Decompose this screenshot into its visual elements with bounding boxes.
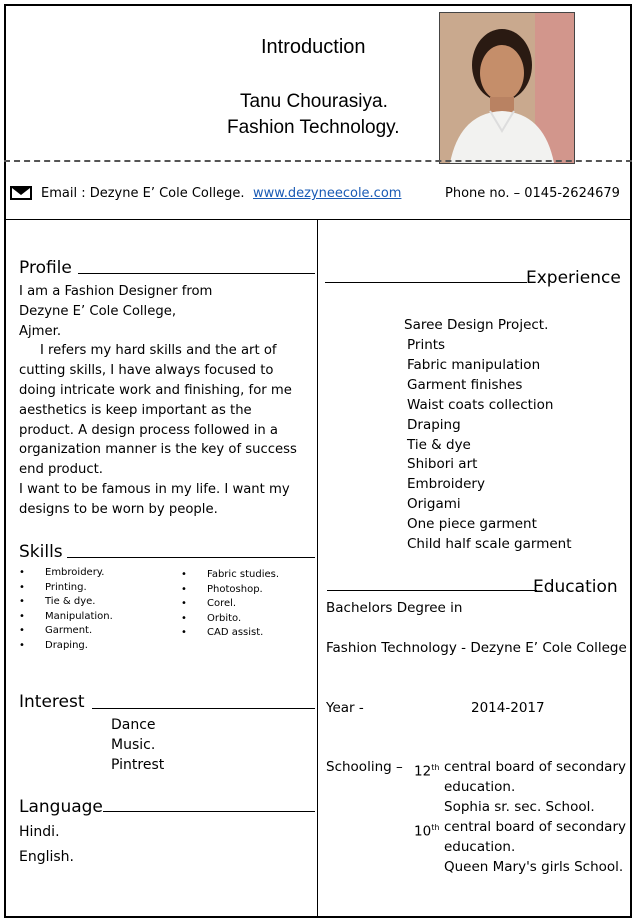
experience-item: Shibori art	[407, 456, 478, 473]
degree-line-2: Fashion Technology - Dezyne E’ Cole College	[326, 640, 627, 656]
grade-10	[414, 818, 439, 842]
phone-number: Phone no. – 0145-2624679	[445, 186, 620, 201]
intro-title: Introduction	[261, 36, 366, 58]
year-value: 2014-2017	[471, 700, 545, 716]
skill-item: • Manipulation.	[19, 610, 113, 625]
experience-item: Prints	[407, 337, 446, 353]
skill-item: • Corel.	[181, 597, 279, 612]
mail-icon	[10, 186, 32, 200]
skill-item: • Orbito.	[181, 612, 279, 627]
experience-item: Embroidery	[407, 476, 485, 493]
schooling-label: Schooling –	[326, 759, 403, 775]
candidate-name: Tanu Chourasiya.	[240, 91, 388, 112]
interest-rule	[92, 708, 315, 709]
language-rule	[103, 811, 315, 812]
experience-rule	[325, 282, 527, 283]
profile-line: Ajmer.	[19, 323, 62, 339]
skill-item: • Photoshop.	[181, 583, 279, 598]
header-divider	[4, 160, 632, 162]
email-label: Email : Dezyne E’ Cole College.	[41, 186, 245, 201]
experience-item: Garment finishes	[407, 376, 523, 393]
profile-line: doing intricate work and finishing, for me	[19, 382, 292, 398]
contact-divider	[4, 219, 632, 220]
experience-item: Origami	[407, 496, 461, 513]
education-heading: Education	[533, 577, 618, 597]
education-rule	[327, 590, 537, 591]
experience-item: Tie & dye	[407, 436, 471, 453]
interest-item: Dance	[111, 717, 156, 733]
column-divider	[317, 220, 318, 918]
experience-item: Waist coats collection	[407, 396, 554, 413]
grade-12-details	[444, 758, 626, 817]
profile-text	[19, 282, 314, 520]
skill-item: • Embroidery.	[19, 566, 113, 581]
grade-12-suffix: th	[431, 763, 440, 772]
profile-line: I refers my hard skills and the art of	[19, 343, 277, 359]
profile-line: aesthetics is keep important as the	[19, 402, 252, 418]
year-label: Year -	[326, 700, 364, 716]
experience-item-first: Saree Design Project.	[404, 317, 549, 333]
language-item: Hindi.	[19, 824, 60, 840]
experience-item: Draping	[407, 416, 461, 433]
interest-item: Music.	[111, 736, 156, 753]
grade-10-board-cont: education.	[444, 838, 516, 855]
skills-list-2	[181, 568, 279, 641]
candidate-department: Fashion Technology.	[227, 117, 400, 138]
language-heading: Language	[19, 797, 103, 817]
experience-heading: Experience	[526, 268, 621, 288]
experience-list	[407, 336, 572, 555]
skills-rule	[67, 557, 315, 558]
language-item: English.	[19, 849, 75, 865]
grade-10-details	[444, 818, 626, 877]
grade-12-board: central board of secondary	[444, 759, 626, 775]
skill-item: • CAD assist.	[181, 626, 279, 641]
skill-item: • Draping.	[19, 639, 113, 654]
profile-line: Dezyne E’ Cole College,	[19, 303, 177, 319]
language-list	[19, 820, 74, 870]
skill-item: • Printing.	[19, 581, 113, 596]
interest-item: Pintrest	[111, 756, 165, 773]
profile-line: I want to be famous in my life. I want my	[19, 481, 290, 497]
grade-10-school: Queen Mary's girls School.	[444, 858, 624, 875]
profile-line: cutting skills, I have always focused to	[19, 363, 274, 379]
profile-line: product. A design process followed in a	[19, 422, 278, 438]
grade-10-board: central board of secondary	[444, 819, 626, 835]
profile-line: end product.	[19, 462, 103, 478]
interest-list	[111, 716, 164, 775]
skill-item: • Garment.	[19, 624, 113, 639]
profile-line: I am a Fashion Designer from	[19, 284, 213, 299]
grade-12-number: 12	[414, 763, 432, 780]
profile-photo	[439, 12, 575, 164]
skills-list-1	[19, 566, 113, 653]
degree-line-1: Bachelors Degree in	[326, 600, 463, 616]
skills-heading: Skills	[19, 542, 63, 562]
experience-item: Fabric manipulation	[407, 356, 541, 373]
profile-line: designs to be worn by people.	[19, 501, 218, 517]
website-link[interactable]: www.dezyneecole.com	[253, 186, 402, 201]
grade-10-suffix: th	[431, 823, 440, 832]
profile-line: organization manner is the key of success	[19, 442, 297, 458]
profile-rule	[78, 273, 315, 274]
interest-heading: Interest	[19, 692, 85, 712]
skill-item: • Tie & dye.	[19, 595, 113, 610]
skill-item: • Fabric studies.	[181, 568, 279, 583]
experience-item: Child half scale garment	[407, 536, 572, 553]
grade-12-school: Sophia sr. sec. School.	[444, 798, 595, 815]
profile-heading: Profile	[19, 258, 72, 278]
grade-12	[414, 758, 439, 782]
experience-item: One piece garment	[407, 516, 537, 533]
grade-10-number: 10	[414, 823, 432, 840]
grade-12-board-cont: education.	[444, 778, 516, 795]
